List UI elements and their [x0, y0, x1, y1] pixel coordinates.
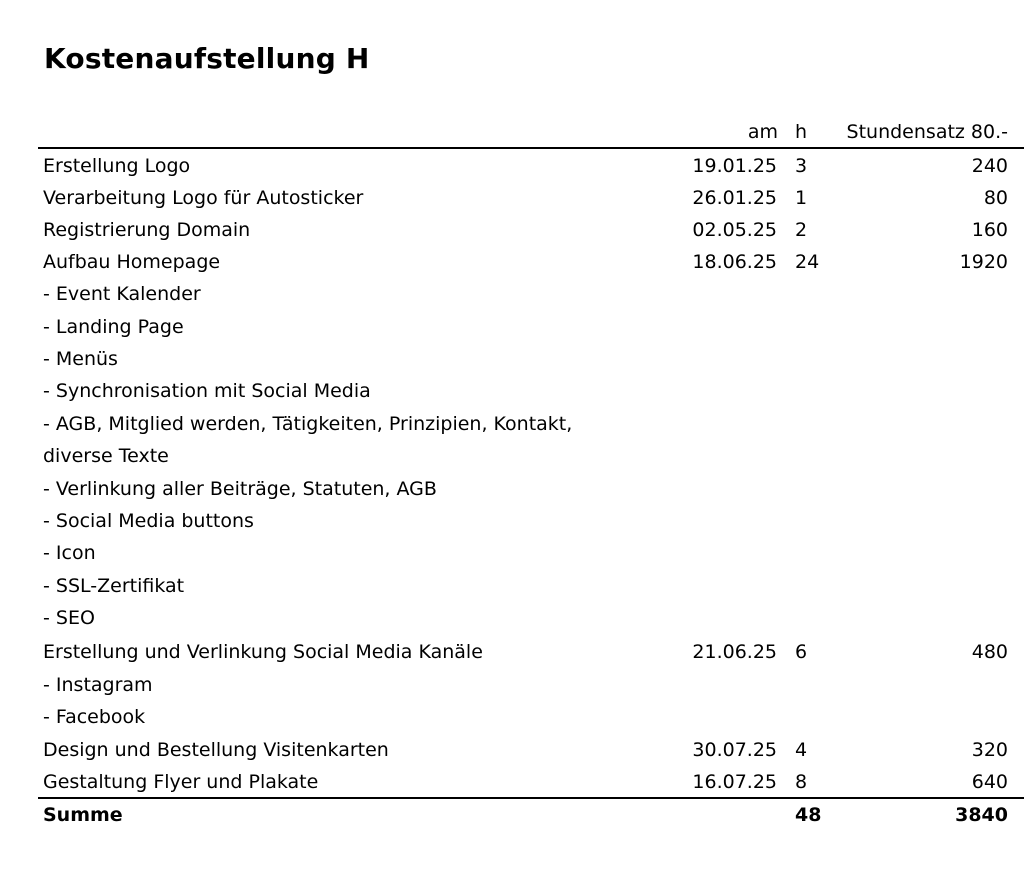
amount-cell: 160 [971, 219, 1008, 241]
date-cell: 02.05.25 [692, 219, 777, 241]
task-cell: Gestaltung Flyer und Plakate [43, 771, 319, 793]
table-row [38, 669, 1024, 701]
task-cell: Erstellung und Verlinkung Social Media Kanäle [43, 641, 483, 663]
date-cell: 21.06.25 [692, 641, 777, 663]
table-row [38, 505, 1024, 537]
table-row [38, 311, 1024, 343]
table-row [38, 602, 1024, 634]
amount-cell: 240 [971, 155, 1008, 177]
task-cell: - Synchronisation mit Social Media [43, 380, 371, 402]
task-cell: - Verlinkung aller Beiträge, Statuten, AGB [43, 478, 437, 500]
task-cell: Erstellung Logo [43, 155, 191, 177]
hours-cell: 3 [795, 155, 808, 177]
total-hours: 48 [795, 804, 822, 826]
table-row [38, 246, 1024, 278]
amount-cell: 320 [971, 739, 1008, 761]
task-cell: Verarbeitung Logo für Autosticker [43, 187, 364, 209]
task-cell: - Social Media buttons [43, 510, 254, 532]
total-amount: 3840 [955, 804, 1008, 826]
task-cell: - Menüs [43, 348, 118, 370]
table-row [38, 440, 1024, 472]
total-label: Summe [43, 804, 123, 826]
total-row [38, 799, 1024, 831]
table-header-row [38, 116, 1024, 148]
table-row [38, 701, 1024, 733]
page-title: Kostenaufstellung H [44, 42, 370, 75]
task-cell: - Landing Page [43, 316, 184, 338]
hours-cell: 1 [795, 187, 808, 209]
date-cell: 16.07.25 [692, 771, 777, 793]
hours-cell: 8 [795, 771, 808, 793]
header-divider [38, 147, 1024, 149]
hours-cell: 4 [795, 739, 808, 761]
table-row [38, 278, 1024, 310]
table-row [38, 570, 1024, 602]
date-cell: 30.07.25 [692, 739, 777, 761]
task-cell: - Event Kalender [43, 283, 201, 305]
amount-cell: 1920 [959, 251, 1008, 273]
hours-cell: 2 [795, 219, 808, 241]
hours-cell: 24 [795, 251, 820, 273]
task-cell: diverse Texte [43, 445, 169, 467]
table-row [38, 375, 1024, 407]
task-cell: - AGB, Mitglied werden, Tätigkeiten, Prinzipien, Kontakt, [43, 413, 573, 435]
task-cell: Registrierung Domain [43, 219, 251, 241]
amount-cell: 80 [983, 187, 1008, 209]
header-hours: h [795, 121, 808, 143]
table-row [38, 537, 1024, 569]
table-row [38, 408, 1024, 440]
table-row [38, 214, 1024, 246]
table-row [38, 473, 1024, 505]
table-row [38, 150, 1024, 182]
hours-cell: 6 [795, 641, 808, 663]
table-row [38, 343, 1024, 375]
task-cell: Aufbau Homepage [43, 251, 221, 273]
task-cell: Design und Bestellung Visitenkarten [43, 739, 389, 761]
task-cell: - SSL-Zertifikat [43, 575, 185, 597]
date-cell: 18.06.25 [692, 251, 777, 273]
table-row [38, 734, 1024, 766]
header-rate: Stundensatz 80.- [846, 121, 1008, 143]
table-row [38, 182, 1024, 214]
table-row [38, 636, 1024, 668]
amount-cell: 640 [971, 771, 1008, 793]
task-cell: - Icon [43, 542, 96, 564]
header-date: am [747, 121, 778, 143]
task-cell: - SEO [43, 607, 95, 629]
task-cell: - Instagram [43, 674, 153, 696]
table-row [38, 766, 1024, 798]
date-cell: 19.01.25 [692, 155, 777, 177]
amount-cell: 480 [971, 641, 1008, 663]
task-cell: - Facebook [43, 706, 146, 728]
cost-table [38, 0, 1024, 874]
date-cell: 26.01.25 [692, 187, 777, 209]
